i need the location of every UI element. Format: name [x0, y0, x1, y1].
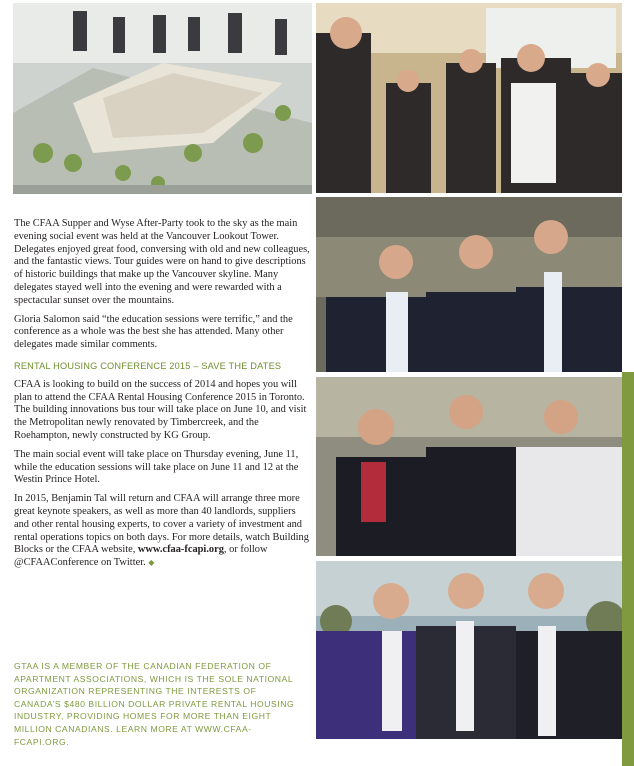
photo-three-delegates-2 [316, 377, 622, 556]
footer-note: GTAA IS A MEMBER OF THE CANADIAN FEDERATION OF APARTMENT ASSOCIATIONS, WHICH IS THE SOLE NATIONAL ORGANIZATION REPRESENTING THE INTERESTS OF CANADA’S $480 BILLION DOLLAR PRIVATE RENTAL HOUSING INDUSTRY, PROVIDING HOMES FOR MORE THAN EIGHT MILLION CANADIANS. LEARN MORE AT WWW.CFAA-FCAPI.ORG. [14, 661, 295, 747]
paragraph-conference: CFAA is looking to build on the success of 2014 and hopes you will plan to attend the CFAA Rental Housing Conference 2015 in Toronto. The building innovations bus tour will take place on June 10, and visit the Metropolitan newly renovated by Timbercreek, and the Roehampton, newly constructed by KG Group. [14, 378, 307, 441]
photo-architectural-model [13, 3, 312, 194]
end-mark-icon: ◆ [148, 558, 155, 568]
paragraph-speakers [14, 493, 310, 570]
photo-three-men [316, 561, 622, 739]
paragraph-social: The main social event will take place on Thursday evening, June 11, while the education sessions will take place on June 11 and 12 at the Westin Prince Hotel. [14, 448, 299, 486]
section-heading: RENTAL HOUSING CONFERENCE 2015 – SAVE THE DATES [14, 360, 282, 371]
paragraph-supper: The CFAA Supper and Wyse After-Party took to the sky as the main evening social event was held at the Vancouver Lookout Tower. Delegates enjoyed great food, conversing with old and new colleagues, and the fantastic views. Tour guides were on hand to give descriptions of historic buildings that make up the Vancouver skyline. Many delegates stayed well into the evening and were rewarded with a spectacular sunset over the mountains. [14, 218, 310, 306]
photo-delegates-lookout [316, 3, 622, 193]
photo-three-delegates-1 [316, 197, 622, 372]
speakers-tail: , or follow @CFAAConference on Twitter. [14, 544, 268, 569]
accent-strip [622, 372, 634, 766]
article-body [14, 218, 310, 576]
speakers-text: In 2015, Benjamin Tal will return and CFAA will arrange three more great keynote speakers, as well as more than 40 landlords, suppliers and other rental housing experts, to cover a variety of investment and rental operations topics on both days. For more details, watch Building Blocks or the CFAA website, [14, 493, 309, 556]
paragraph-gloria: Gloria Salomon said “the education sessions were terrific,” and the conference as a whole was the best she has attended. Many other delegates made similar comments. [14, 313, 293, 351]
website-link[interactable]: www.cfaa-fcapi.org [137, 544, 224, 556]
